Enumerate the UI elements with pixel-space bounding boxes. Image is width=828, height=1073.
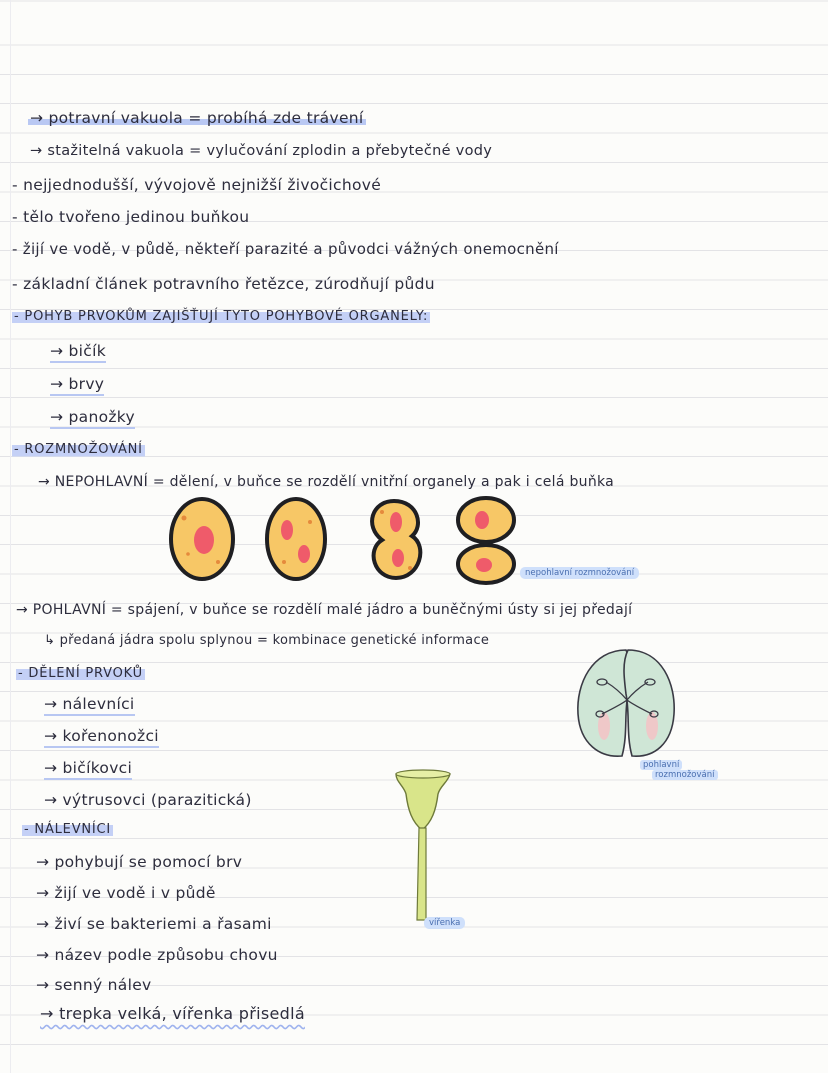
note-text: - ROZMNOŽOVÁNÍ (14, 442, 143, 457)
note-line-sexual (16, 598, 632, 622)
note-line-asexual (38, 470, 614, 494)
note-line-nuclei-fuse (44, 629, 489, 653)
note-text: - tělo tvořeno jedinou buňkou (12, 208, 250, 226)
note-line-ciliates (44, 692, 135, 716)
note-text: - žijí ve vodě, v půdě, někteří parazité a původci vážných onemocnění (12, 240, 559, 258)
vorticella-drawing (388, 770, 458, 925)
note-text: → NEPOHLAVNÍ = dělení, v buňce se rozdělí vnitřní organely a pak i celá buňka (38, 474, 615, 490)
cell-stage-1 (171, 499, 233, 579)
note-line-name-origin (36, 943, 278, 967)
note-text: → trepka velká, vířenka přisedlá (40, 1004, 305, 1023)
note-text: → brvy (50, 375, 104, 396)
note-line-examples (40, 1002, 305, 1026)
note-text: → stažitelná vakuola = vylučování zplodin a přebytečné vody (30, 143, 493, 159)
note-text: → žijí ve vodě i v půdě (36, 884, 216, 902)
note-line-food-vacuole (28, 106, 366, 130)
note-text: → senný nálev (36, 976, 152, 994)
note-text: → pohybují se pomocí brv (36, 853, 243, 871)
note-line-contractile-vacuole (30, 139, 492, 163)
note-text: - POHYB PRVOKŮM ZAJIŠŤUJÍ TYTO POHYBOVÉ ORGANELY: (14, 309, 429, 324)
note-line-cilia (50, 372, 104, 396)
note-line-sporozoa (44, 788, 252, 812)
note-text: → výtrusovci (parazitická) (44, 791, 252, 809)
note-text: - základní článek potravního řetězce, zúrodňují půdu (12, 275, 435, 293)
note-text: → bičíkovci (44, 759, 132, 780)
margin-line (10, 0, 11, 1073)
note-line-rhizopods (44, 724, 159, 748)
sexual-reproduction-tag-line1: pohlavní (640, 760, 682, 770)
note-text: ↳ předaná jádra spolu splynou = kombinace genetické informace (44, 633, 490, 648)
cell-stage-3 (372, 501, 420, 578)
note-line-single-cell (12, 205, 249, 229)
cell-stage-4 (458, 498, 514, 583)
note-text: → potravní vakuola = probíhá zde trávení (30, 109, 364, 127)
note-text: → kořenonožci (44, 727, 159, 748)
note-line-habitat (12, 237, 559, 261)
note-line-ciliates-heading (22, 818, 113, 842)
note-line-division-heading (16, 662, 145, 686)
note-text: → POHLAVNÍ = spájení, v buňce se rozdělí malé jádro a buněčnými ústy si jej předají (16, 602, 633, 618)
note-line-movement-heading (12, 305, 430, 329)
note-line-move-cilia (36, 850, 242, 874)
note-line-flagellum (50, 339, 106, 363)
note-line-feed (36, 912, 272, 936)
sexual-reproduction-tag-line2: rozmnožování (652, 770, 718, 780)
note-line-pseudopodia (50, 405, 135, 429)
note-line-hay-infusion (36, 973, 152, 997)
note-text: → bičík (50, 342, 106, 363)
vorticella-tag: vířenka (424, 917, 465, 929)
cell-division-drawing (160, 492, 530, 592)
note-line-flagellates (44, 756, 132, 780)
conjugation-drawing (572, 644, 682, 764)
note-text: → název podle způsobu chovu (36, 946, 278, 964)
note-text: - DĚLENÍ PRVOKŮ (18, 666, 143, 681)
sexual-reproduction-tag (640, 760, 718, 780)
note-text: → panožky (50, 408, 135, 429)
asexual-reproduction-tag: nepohlavní rozmnožování (520, 567, 639, 579)
note-text: - NÁLEVNÍCI (24, 822, 112, 837)
note-line-reproduction-heading (12, 438, 145, 462)
note-text: - nejjednodušší, vývojově nejnižší živočichové (12, 176, 382, 194)
note-line-food-chain (12, 272, 435, 296)
note-text: → nálevníci (44, 695, 135, 716)
note-line-simplest (12, 173, 381, 197)
note-text: → živí se bakteriemi a řasami (36, 915, 272, 933)
note-line-live-water-soil (36, 881, 216, 905)
cell-stage-2 (267, 499, 325, 579)
